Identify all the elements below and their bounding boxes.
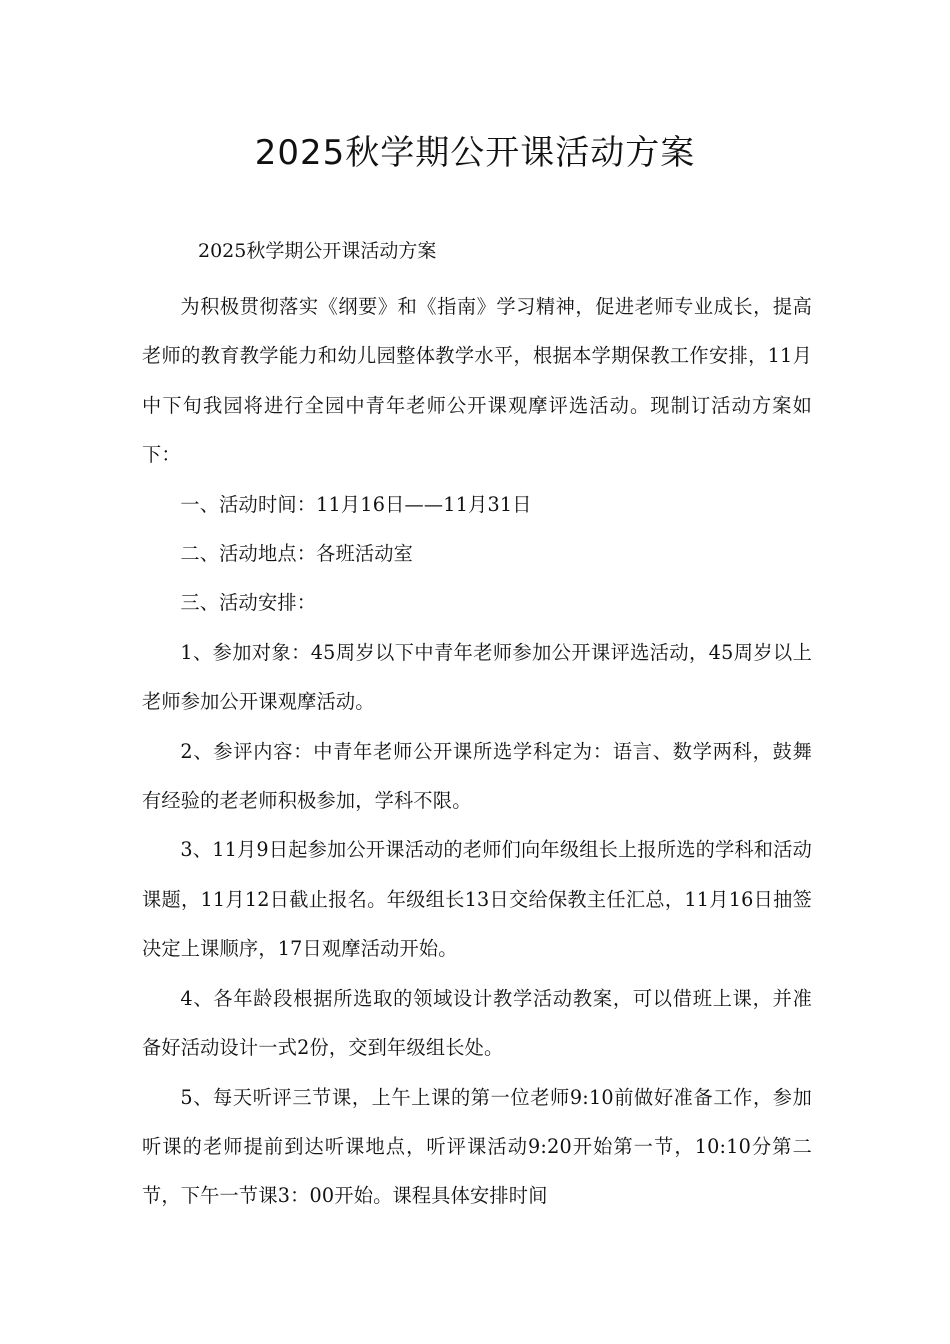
paragraph-item-1: 1、参加对象：45周岁以下中青年老师参加公开课评选活动，45周岁以上老师参加公开课观摩活动。 bbox=[142, 640, 812, 714]
paragraph-item-4: 4、各年龄段根据所选取的领域设计教学活动教案，可以借班上课，并准备好活动设计一式2份，交到年级组长处。 bbox=[142, 986, 812, 1060]
paragraph-item-5: 5、每天听评三节课，上午上课的第一位老师9:10前做好准备工作，参加听课的老师提前到达听课地点，听评课活动9:20开始第一节，10:10分第二节，下午一节课3：00开始。课程具体安排时间 bbox=[142, 1085, 812, 1208]
document-body bbox=[142, 282, 812, 1221]
document-title: 2025秋学期公开课活动方案 bbox=[254, 133, 696, 173]
paragraph-item-2: 2、参评内容：中青年老师公开课所选学科定为：语言、数学两科，鼓舞有经验的老老师积极参加，学科不限。 bbox=[142, 739, 812, 813]
paragraph-activity-location: 二、活动地点：各班活动室 bbox=[180, 542, 414, 566]
paragraph-activity-time: 一、活动时间：11月16日——11月31日 bbox=[180, 492, 532, 516]
paragraph-activity-arrangement: 三、活动安排： bbox=[180, 591, 317, 615]
paragraph-item-3: 3、11月9日起参加公开课活动的老师们向年级组长上报所选的学科和活动课题，11月12日截止报名。年级组长13日交给保教主任汇总，11月16日抽签决定上课顺序，17日观摩活动开始。 bbox=[142, 838, 812, 961]
document-subtitle: 2025秋学期公开课活动方案 bbox=[198, 240, 437, 262]
paragraph-intro: 为积极贯彻落实《纲要》和《指南》学习精神，促进老师专业成长，提高老师的教育教学能力和幼儿园整体教学水平，根据本学期保教工作安排，11月中下旬我园将进行全园中青年老师公开课观摩评选活动。现制订活动方案如下： bbox=[142, 295, 812, 467]
